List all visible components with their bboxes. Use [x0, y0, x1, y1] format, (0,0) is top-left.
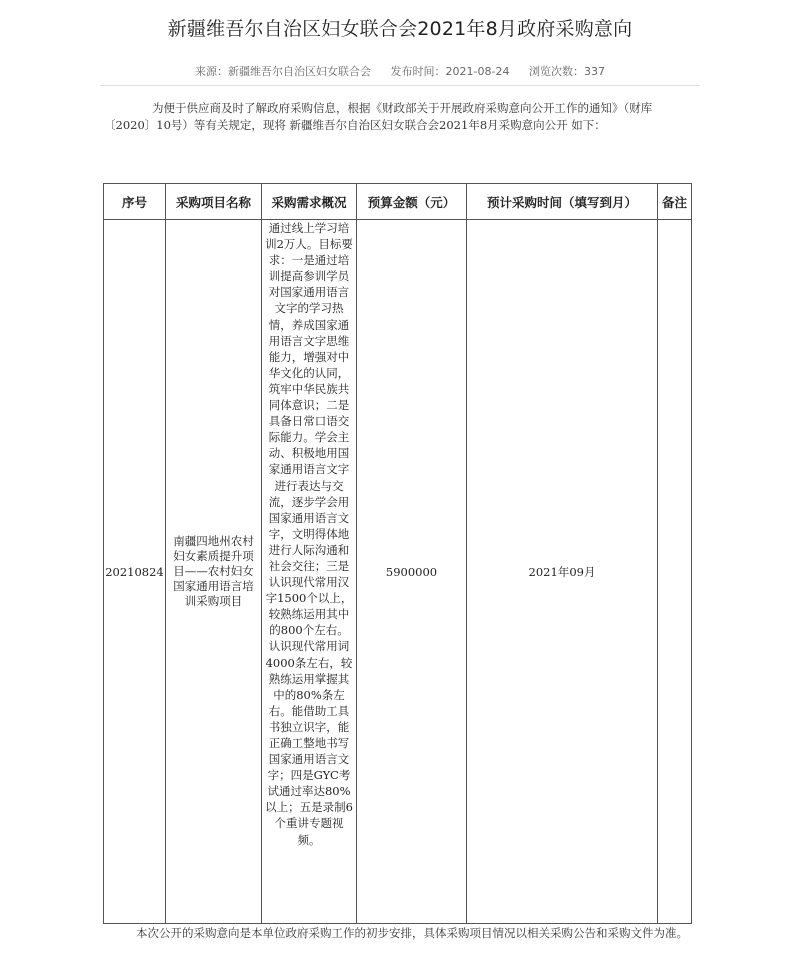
header-requirement: 采购需求概况 — [262, 184, 357, 220]
header-remark: 备注 — [658, 184, 692, 220]
outro-paragraph — [104, 925, 688, 942]
header-time: 预计采购时间（填写到月） — [467, 184, 658, 220]
header-budget: 预算金额（元） — [357, 184, 467, 220]
header-seq: 序号 — [104, 184, 166, 220]
header-project-name: 采购项目名称 — [166, 184, 262, 220]
cell-requirement: 通过线上学习培训2万人。目标要求：一是通过培训提高参训学员对国家通用语言文字的学习热情，养成国家通用语言文字思维能力，增强对中华文化的认同，筑牢中华民族共同体意识；二是具备日常口语交际能力。学会主动、积极地用国家通用语言文字进行表达与交流，逐步学会用国家通用语言文字，文明得体地进行人际沟通和社会交往；三是认识现代常用汉字1500个以上，较熟练运用其中的800个左右。认识现代常用词4000条左右，较熟练运用掌握其中的80%条左右。能借助工具书独立识字，能正确工整地书写国家通用语言文字；四是GYC考试通过率达80%以上；五是录制6个重讲专题视频。 — [262, 220, 357, 924]
article-meta — [0, 63, 800, 79]
publish-time: 发布时间：2021-08-24 — [390, 65, 510, 78]
source-text: 来源：新疆维吾尔自治区妇女联合会 — [195, 65, 372, 78]
intro-text: 为便于供应商及时了解政府采购信息，根据《财政部关于开展政府采购意向公开工作的通知》（财库〔2020〕10号）等有关规定，现将 新疆维吾尔自治区妇女联合会2021年8月采购意向公开 如下： — [104, 101, 653, 132]
cell-time: 2021年09月 — [467, 220, 658, 924]
intro-paragraph — [104, 100, 694, 134]
cell-budget: 5900000 — [357, 220, 467, 924]
divider — [100, 85, 700, 86]
outro-text: 本次公开的采购意向是本单位政府采购工作的初步安排，具体采购项目情况以相关采购公告和采购文件为准。 — [136, 926, 688, 940]
cell-seq: 20210824 — [104, 220, 166, 924]
page-title: 新疆维吾尔自治区妇女联合会2021年8月政府采购意向 — [167, 18, 633, 40]
cell-remark — [658, 220, 692, 924]
view-count: 浏览次数：337 — [528, 65, 605, 78]
cell-project-name: 南疆四地州农村妇女素质提升项目——农村妇女国家通用语言培训采购项目 — [166, 220, 262, 924]
table-header-row — [104, 184, 692, 220]
table-row — [104, 220, 692, 924]
procurement-table — [103, 183, 692, 924]
